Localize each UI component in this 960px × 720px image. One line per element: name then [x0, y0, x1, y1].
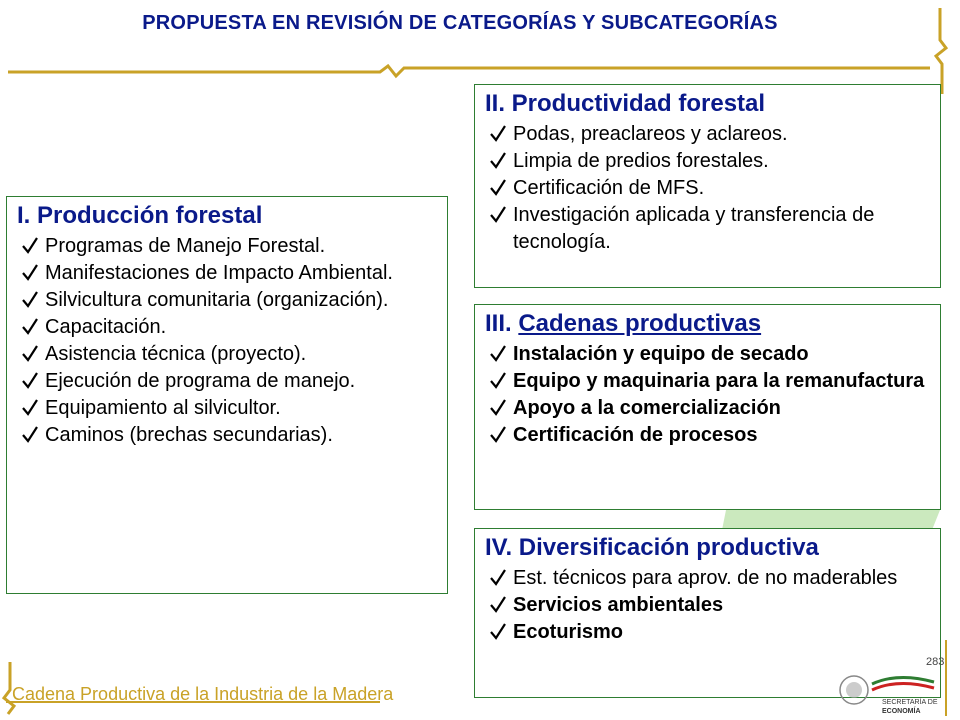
- list-item: Equipamiento al silvicultor.: [17, 395, 439, 422]
- check-icon: [21, 316, 39, 336]
- list-item: Certificación de MFS.: [485, 175, 932, 202]
- check-icon: [489, 343, 507, 363]
- box-heading: III. Cadenas productivas: [485, 310, 762, 337]
- list-item: Podas, preaclareos y aclareos.: [485, 121, 932, 148]
- item-list: [485, 341, 932, 449]
- check-icon: [21, 262, 39, 282]
- footer-text: Cadena Productiva de la Industria de la Madera: [12, 684, 394, 704]
- list-item: Servicios ambientales: [485, 592, 932, 619]
- logo-line-2: ECONOMÍA: [882, 708, 921, 715]
- check-icon: [21, 370, 39, 390]
- page-title: PROPUESTA EN REVISIÓN DE CATEGORÍAS Y SUBCATEGORÍAS: [142, 12, 778, 34]
- check-icon: [21, 424, 39, 444]
- list-item: Asistencia técnica (proyecto).: [17, 341, 439, 368]
- list-item: Certificación de procesos: [485, 422, 932, 449]
- cadenas-productivas-link[interactable]: Cadenas productivas: [518, 310, 762, 337]
- list-item: Ejecución de programa de manejo.: [17, 368, 439, 395]
- list-item: Programas de Manejo Forestal.: [17, 233, 439, 260]
- secretaria-economia-logo: [838, 666, 946, 720]
- item-list: [485, 565, 932, 646]
- box-heading: I. Producción forestal: [17, 202, 263, 229]
- box-heading: II. Productividad forestal: [485, 90, 766, 117]
- check-icon: [489, 177, 507, 197]
- check-icon: [489, 204, 507, 224]
- check-icon: [489, 594, 507, 614]
- list-item: Ecoturismo: [485, 619, 932, 646]
- check-icon: [489, 123, 507, 143]
- list-item: Equipo y maquinaria para la remanufactura: [485, 368, 932, 395]
- list-item: Manifestaciones de Impacto Ambiental.: [17, 260, 439, 287]
- item-list: [485, 121, 932, 256]
- check-icon: [489, 621, 507, 641]
- logo-line-1: SECRETARÍA DE: [882, 699, 938, 706]
- box-heading: IV. Diversificación productiva: [485, 534, 819, 561]
- check-icon: [489, 397, 507, 417]
- list-item: Est. técnicos para aprov. de no maderables: [485, 565, 932, 592]
- list-item: Instalación y equipo de secado: [485, 341, 932, 368]
- check-icon: [21, 397, 39, 417]
- box-productividad-forestal: [474, 84, 941, 288]
- box-cadenas-productivas: [474, 304, 941, 510]
- item-list: [17, 233, 439, 449]
- page-number: 283: [926, 656, 945, 668]
- check-icon: [489, 424, 507, 444]
- check-icon: [21, 289, 39, 309]
- list-item: Investigación aplicada y transferencia de tecnología.: [485, 202, 932, 256]
- list-item: Silvicultura comunitaria (organización).: [17, 287, 439, 314]
- check-icon: [489, 567, 507, 587]
- list-item: Caminos (brechas secundarias).: [17, 422, 439, 449]
- list-item: Capacitación.: [17, 314, 439, 341]
- check-icon: [489, 370, 507, 390]
- check-icon: [21, 235, 39, 255]
- box-produccion-forestal: [6, 196, 448, 594]
- check-icon: [21, 343, 39, 363]
- list-item: Limpia de predios forestales.: [485, 148, 932, 175]
- list-item: Apoyo a la comercialización: [485, 395, 932, 422]
- check-icon: [489, 150, 507, 170]
